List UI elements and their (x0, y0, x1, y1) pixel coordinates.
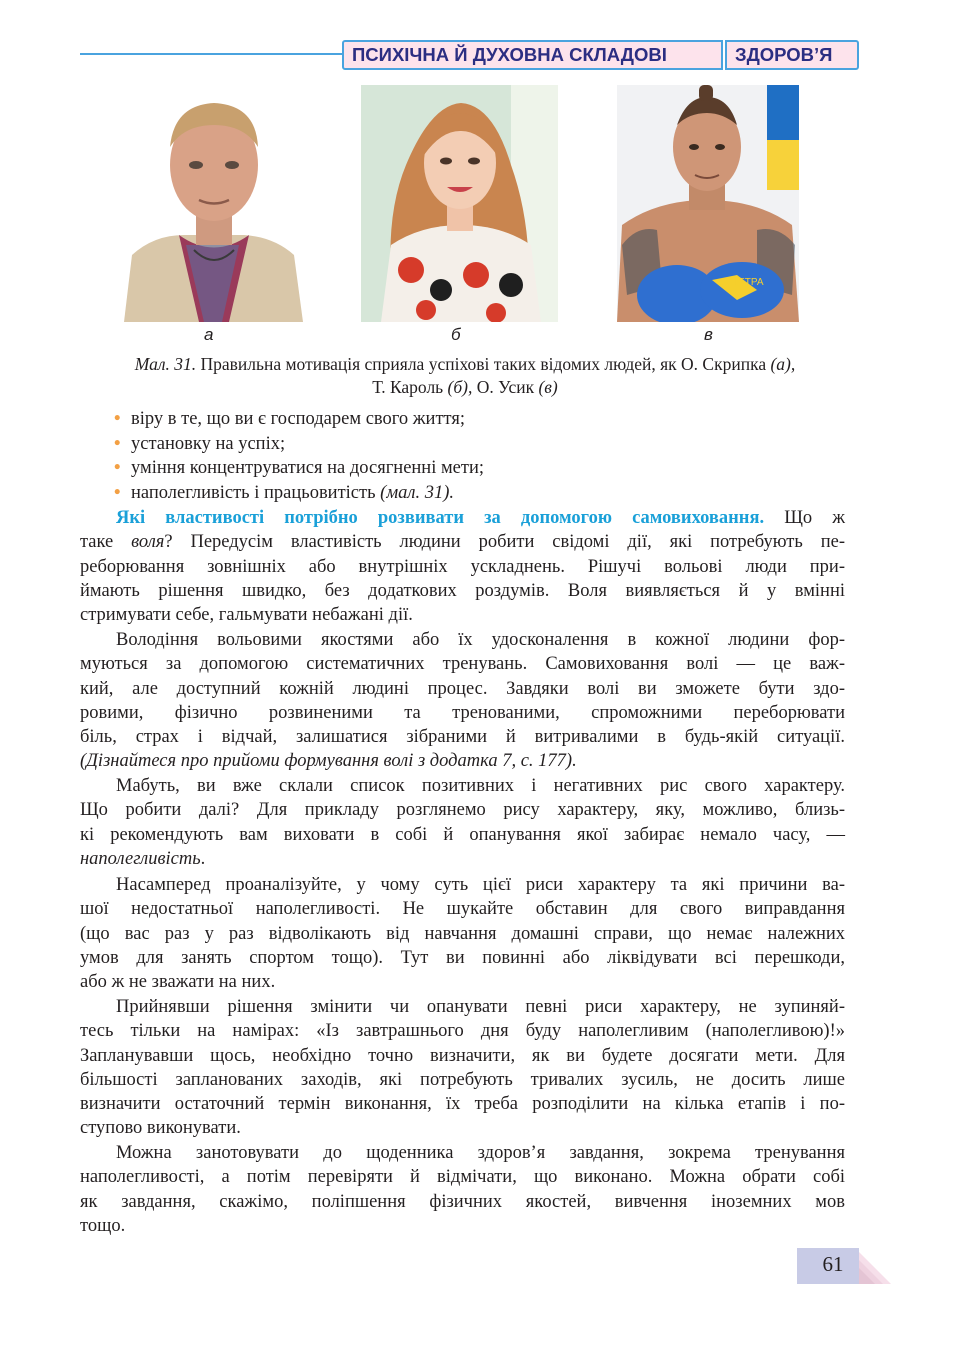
section-heading: Які властивості потрібно розвивати за допомогою самовиховання. (116, 508, 765, 528)
page-number: 61 (822, 1252, 844, 1276)
paragraph-diary: Можна занотовувати до щоденника здоров’я завдання, зокрема тренування наполегливості, а потім перевіряти й відмічати, що виконано. Можна обрати собі як завдання, скажімо, поліпшення фізичних якостей, вивчення іноземних мов тощо. (80, 1143, 845, 1236)
caption-prefix: Мал. 31. Правильна мотивація сприяла успіхові таких відомих людей, як О. Скрипка (а), (134, 354, 796, 374)
header-rule (80, 53, 342, 55)
paragraph-training: Володіння вольовими якостями або їх удосконалення в кожної людини фор- муються за допомогою систематичних тренувань. Самовиховання волі — це важ- кий, але доступний кожній людині процес. Завдяки волі ви зможете бути здо- ровими, фізично розвиненими та тренованими, спроможними переборювати біль, страх і відчай, залишатися зібраними й витривалими в будь-якій ситуації. (Дізнайтеся про прийоми формування волі з додатка 7, с. 177). (80, 630, 845, 772)
paragraph-persistence: Мабуть, ви вже склали список позитивних і негативних рис свого характеру. Що робити далі? Для прикладу розглянемо рису характеру, яку, можливо, близь- кі рекомендують вам виховати в собі й опанування якої забирає немало часу, — наполегливість. (80, 776, 845, 869)
figure-caption (80, 353, 850, 399)
list-item: • установку на успіх; (114, 432, 850, 457)
paragraph-analysis: Насамперед проаналізуйте, у чому суть цієї риси характеру та які причини ва- шої недостатньої наполегливості. Не шукайте обставин для свого виправдання (що вас раз у раз відволікають від навчання домашні справи, що немає належних умов для занять спортом тощо). Тут ви повинні або ліквідувати всі перешкоди, або ж не зважати на них. (80, 875, 845, 993)
chapter-title-right: ЗДОРОВ’Я (725, 40, 859, 70)
paragraph-will: Які властивості потрібно розвивати за допомогою самовиховання. Що ж таке воля? Передусім властивість людини робити свідомі дії, які потребують пе- реборювання зовнішніх або внутрішніх ускладнень. Рішучі вольові люди при- ймають рішення швидко, без додаткових роздумів. Воля виявляється й у вмінні стримувати себе, гальмувати небажані дії. (80, 508, 845, 626)
photo-usyk (617, 85, 799, 322)
photo-karol (361, 85, 558, 322)
figure-label-c: в (704, 325, 713, 344)
chapter-title-left: ПСИХІЧНА Й ДУХОВНА СКЛАДОВІ (342, 40, 723, 70)
bullet-icon: • (114, 458, 121, 478)
list-item: • віру в те, що ви є господарем свого життя; (114, 407, 850, 432)
caption-line-2: Т. Кароль (б), О. Усик (в) (372, 377, 558, 397)
bullet-icon: • (114, 482, 121, 503)
bullet-icon: • (114, 409, 121, 429)
bullet-icon: • (114, 433, 121, 454)
list-item: • наполегливість і працьовитість (мал. 31). (114, 481, 850, 506)
photo-skrypka (124, 85, 303, 322)
figure-label-a: а (204, 325, 214, 344)
svg-text:ТЕТРА: ТЕТРА (732, 277, 764, 288)
list-item: • уміння концентруватися на досягненні мети; (114, 456, 850, 481)
paragraph-decision: Прийнявши рішення змінити чи опанувати певні риси характеру, не зупиняй- тесь тільки на намірах: «Із завтрашнього дня буду наполегливим (наполегливою)!» Запланувавши щось, необхідно точно визначити, як ви будете досягати мети. Для більшості запланованих заходів, які потребують тривалих зусиль, не досить лише визначити остаточний термін виконання, їх треба розподілити на кілька етапів і по- ступово виконувати. (80, 997, 845, 1139)
bullet-list (114, 407, 850, 505)
figure-label-b: б (451, 325, 461, 344)
